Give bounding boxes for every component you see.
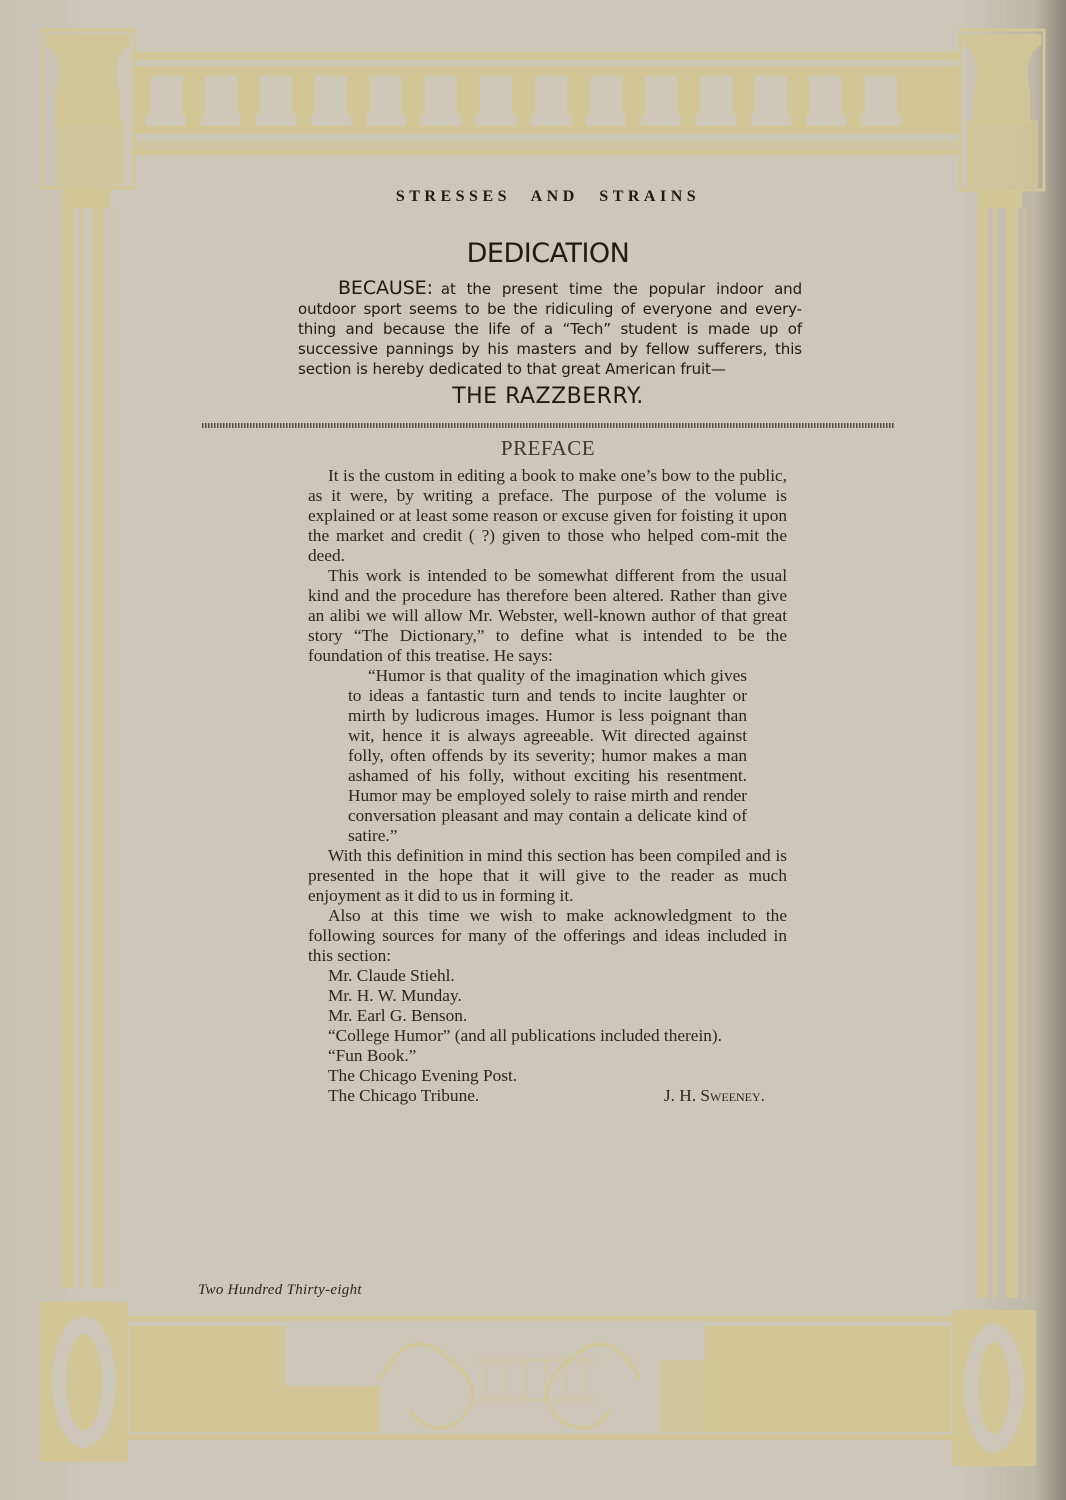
frieze-panel	[480, 76, 512, 120]
frieze-panel	[150, 76, 182, 120]
frieze-panel-base	[751, 114, 791, 126]
frieze-panel	[865, 76, 897, 120]
page-number-folio: Two Hundred Thirty-eight	[198, 1282, 362, 1298]
signature-line	[308, 1086, 787, 1106]
frieze-panel	[315, 76, 347, 120]
preface-title: PREFACE	[500, 436, 596, 460]
acknowledgment-item: “College Humor” (and all publications included therein).	[328, 1026, 722, 1045]
frieze-panel	[700, 76, 732, 120]
frieze-panel-base	[861, 114, 901, 126]
acknowledgment-item: “Fun Book.”	[328, 1046, 417, 1065]
frieze-panel	[535, 76, 567, 120]
frieze-panel	[205, 76, 237, 120]
dedication-closing: THE RAZZBERRY.	[452, 384, 644, 409]
frieze-panel-base	[531, 114, 571, 126]
right-column-ornament	[976, 208, 1027, 1298]
frieze-panel-base	[806, 114, 846, 126]
dedication-title: DEDICATION	[466, 238, 630, 269]
corner-ornament-top-right	[960, 30, 1044, 208]
frieze-panel	[370, 76, 402, 120]
frieze-panel-base	[641, 114, 681, 126]
dedication-body	[298, 278, 802, 379]
bottom-scroll-ornament	[380, 1344, 640, 1428]
frieze-panel-base	[256, 114, 296, 126]
frieze-panel	[260, 76, 292, 120]
acknowledgment-item: The Chicago Evening Post.	[328, 1066, 518, 1085]
corner-ornament-top-left	[42, 30, 134, 208]
frieze-panel-base	[421, 114, 461, 126]
frieze-panel	[810, 76, 842, 120]
frieze-panel	[645, 76, 677, 120]
frieze-panel-base	[476, 114, 516, 126]
running-head: STRESSES AND STRAINS	[395, 188, 701, 205]
frieze-panel-base	[311, 114, 351, 126]
author-signature: J. H. Sweeney.	[663, 1086, 765, 1105]
frieze-panel-base	[366, 114, 406, 126]
webster-quote: “Humor is that quality of the imagination which gives to ideas a fantastic turn and tends to incite laughter or mirth by ludicrous images. Humor is less poignant than wit, hence it is always agreeable. Wit directed against folly, often offends by its severity; humor makes a man ashamed of his folly, without exciting his resentment. Humor may be employed solely to raise mirth and render conversation pleasant and may contain a delicate kind of satire.”	[348, 666, 747, 845]
dedication-text: at the present time the popular indoor and outdoor sport seems to be the ridiculing of everyone and every-thing and because the life of a “Tech” student is made up of successive pannings by his masters and by fellow sufferers, this section is hereby dedicated to that great American fruit—	[298, 280, 802, 378]
frieze-panel-base	[696, 114, 736, 126]
preface-body	[308, 466, 787, 1106]
preface-paragraph: With this definition in mind this section has been compiled and is presented in the hope that it will give to the reader as much enjoyment as it did to us in forming it.	[308, 846, 787, 905]
preface-paragraph: Also at this time we wish to make acknowledgment to the following sources for many of the offerings and ideas included in this section:	[308, 906, 787, 965]
dotted-divider	[202, 423, 894, 428]
bottom-frieze	[128, 1316, 954, 1440]
acknowledgment-item: Mr. Earl G. Benson.	[328, 1006, 468, 1025]
frieze-panel	[425, 76, 457, 120]
acknowledgment-item: Mr. Claude Stiehl.	[328, 966, 455, 985]
dedication-lead: BECAUSE:	[338, 277, 433, 299]
preface-paragraph: It is the custom in editing a book to make one’s bow to the public, as it were, by writing a preface. The purpose of the volume is explained or at least some reason or excuse given for foisting it upon the market and credit ( ?) given to those who helped com-mit the deed.	[308, 466, 787, 565]
left-column-ornament	[62, 208, 114, 1288]
frieze-panel-base	[146, 114, 186, 126]
acknowledgment-item: Mr. H. W. Munday.	[328, 986, 462, 1005]
corner-ornament-bottom-left	[40, 1302, 128, 1462]
frieze-panel-base	[586, 114, 626, 126]
preface-paragraph: This work is intended to be somewhat different from the usual kind and the procedure has therefore been altered. Rather than give an alibi we will allow Mr. Webster, well-known author of that great story “The Dictionary,” to define what is intended to be the foundation of this treatise. He says:	[308, 566, 787, 665]
corner-ornament-bottom-right	[952, 1310, 1036, 1466]
frieze-panel	[755, 76, 787, 120]
frieze-panel-base	[201, 114, 241, 126]
frieze-panel	[590, 76, 622, 120]
acknowledgment-item: The Chicago Tribune.	[328, 1086, 480, 1105]
